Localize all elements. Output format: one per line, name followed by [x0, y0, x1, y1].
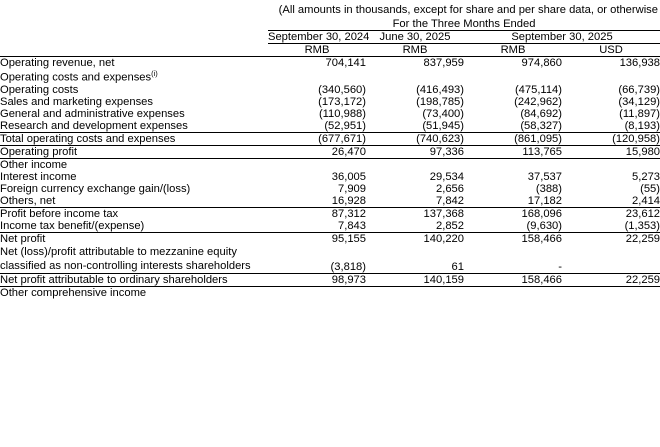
- row-value: [366, 158, 464, 171]
- row-label: Operating revenue, net: [0, 57, 268, 70]
- row-value: 974,860: [464, 57, 562, 70]
- row-value: (3,818): [330, 261, 366, 274]
- row-value: 837,959: [366, 57, 464, 70]
- row-label: Income tax benefit/(expense): [0, 219, 145, 232]
- row-value: (52,951): [324, 119, 366, 132]
- row-value: (110,988): [318, 107, 366, 120]
- row-value: 140,220: [366, 232, 464, 245]
- row-label: Interest income: [0, 170, 77, 183]
- table-row: [0, 245, 660, 274]
- row-value: 158,466: [464, 274, 562, 287]
- row-value: [562, 287, 660, 300]
- row-value: (73,400): [422, 107, 464, 120]
- table-row: [0, 108, 660, 120]
- header-spacer-2: [0, 31, 268, 44]
- header-period-label: For the Three Months Ended: [268, 18, 660, 31]
- row-value: (173,172): [318, 95, 366, 108]
- row-label: [0, 69, 268, 84]
- row-value: 95,155: [268, 232, 366, 245]
- row-value: 5,273: [632, 170, 660, 183]
- table-row: [0, 232, 660, 245]
- row-value: 140,159: [366, 274, 464, 287]
- header-currency-rmb-1: RMB: [304, 44, 330, 56]
- row-label-text: Operating costs and expenses: [0, 71, 152, 84]
- row-label: Sales and marketing expenses: [0, 95, 153, 108]
- row-value: 113,765: [464, 145, 562, 158]
- header-date-jun-2025: June 30, 2025: [366, 31, 464, 44]
- row-value: (9,630): [526, 219, 562, 232]
- row-value: [268, 287, 366, 300]
- amounts-note: (All amounts in thousands, except for share and per share data, or otherwise: [278, 4, 658, 16]
- header-period-row: [0, 18, 660, 31]
- row-value: (34,129): [618, 95, 660, 108]
- row-label: General and administrative expenses: [0, 107, 185, 120]
- row-value: (51,945): [422, 119, 464, 132]
- row-value: (340,560): [318, 83, 366, 96]
- table-row: [0, 207, 660, 220]
- row-label: Others, net: [0, 194, 56, 207]
- row-value: (416,493): [416, 83, 464, 96]
- table-row: [0, 120, 660, 133]
- row-label: Profit before income tax: [0, 207, 268, 220]
- row-label: Operating profit: [0, 145, 268, 158]
- footnote-marker: (i): [151, 69, 158, 78]
- table-row: [0, 220, 660, 233]
- row-value: (11,897): [619, 107, 660, 120]
- row-value: 15,980: [562, 145, 660, 158]
- row-label: Foreign currency exchange gain/(loss): [0, 182, 191, 195]
- row-value: [366, 69, 464, 84]
- row-value: [464, 287, 562, 300]
- row-value: (84,692): [520, 107, 562, 120]
- row-value: -: [558, 261, 562, 274]
- row-value: 7,909: [338, 182, 366, 195]
- table-row: [0, 183, 660, 195]
- row-value: 87,312: [268, 207, 366, 220]
- row-value: (1,353): [624, 219, 660, 232]
- table-row: [0, 132, 660, 145]
- table-row: [0, 96, 660, 108]
- header-dates-row: [0, 31, 660, 44]
- row-value: [464, 69, 562, 84]
- row-value: (861,095): [464, 132, 562, 145]
- table-row: [0, 57, 660, 70]
- row-value: 22,259: [562, 274, 660, 287]
- row-value: (120,958): [562, 132, 660, 145]
- row-value: [268, 69, 366, 84]
- row-value: 7,843: [338, 219, 366, 232]
- row-value: [464, 158, 562, 171]
- row-value: (8,193): [624, 119, 660, 132]
- row-value: 137,368: [366, 207, 464, 220]
- row-value: [366, 287, 464, 300]
- row-label: Operating costs: [0, 83, 79, 96]
- row-value: [562, 69, 660, 84]
- table-row: [0, 195, 660, 208]
- table-row: [0, 274, 660, 287]
- row-value: 16,928: [331, 194, 366, 207]
- row-label: Research and development expenses: [0, 119, 188, 132]
- row-value: 17,182: [527, 194, 562, 207]
- row-value: 97,336: [366, 145, 464, 158]
- table-row: [0, 158, 660, 171]
- row-value: (198,785): [416, 95, 464, 108]
- row-value: [562, 158, 660, 171]
- row-value: 22,259: [562, 232, 660, 245]
- row-value: (55): [640, 182, 660, 195]
- table-row: [0, 69, 660, 84]
- header-currency-row: [0, 44, 660, 57]
- row-value: (388): [535, 182, 562, 195]
- row-value: (242,962): [514, 95, 562, 108]
- row-value: 29,534: [429, 170, 464, 183]
- header-spacer: [0, 18, 268, 31]
- row-value: 37,537: [527, 170, 562, 183]
- row-value: 36,005: [331, 170, 366, 183]
- row-value: 136,938: [562, 57, 660, 70]
- row-value: 23,612: [562, 207, 660, 220]
- header-date-sep-2024: September 30, 2024: [268, 31, 370, 43]
- header-spacer-3: [0, 44, 268, 57]
- table-row: [0, 287, 660, 300]
- row-label: Other income: [0, 158, 268, 171]
- row-label: Total operating costs and expenses: [0, 132, 268, 145]
- table-row: [0, 171, 660, 183]
- row-value: 168,096: [464, 207, 562, 220]
- row-value: 704,141: [268, 57, 366, 70]
- header-currency-rmb-3: RMB: [500, 44, 526, 56]
- row-value: 2,414: [632, 194, 660, 207]
- row-value: 2,852: [436, 219, 464, 232]
- row-value: 98,973: [268, 274, 366, 287]
- table-row: [0, 84, 660, 96]
- table-row: [0, 145, 660, 158]
- financial-table: [0, 18, 660, 299]
- row-value: (740,623): [366, 132, 464, 145]
- row-value: 26,470: [268, 145, 366, 158]
- row-value: (58,327): [520, 119, 562, 132]
- row-value: (475,114): [514, 83, 562, 96]
- row-value: 61: [451, 261, 464, 274]
- header-currency-usd: USD: [599, 44, 623, 56]
- row-value: [562, 245, 660, 274]
- row-value: 158,466: [464, 232, 562, 245]
- row-label: Net profit attributable to ordinary shareholders: [0, 274, 268, 287]
- row-label: Net (loss)/profit attributable to mezzanine equity classified as non-controlling interests shareholders: [0, 245, 251, 273]
- row-value: [268, 158, 366, 171]
- row-value: 2,656: [436, 182, 464, 195]
- row-label: Net profit: [0, 232, 268, 245]
- header-currency-rmb-2: RMB: [402, 44, 428, 56]
- row-label: Other comprehensive income: [0, 287, 147, 300]
- row-value: (677,671): [268, 132, 366, 145]
- header-date-sep-2025: September 30, 2025: [464, 31, 660, 44]
- row-value: 7,842: [436, 194, 464, 207]
- row-value: (66,739): [618, 83, 660, 96]
